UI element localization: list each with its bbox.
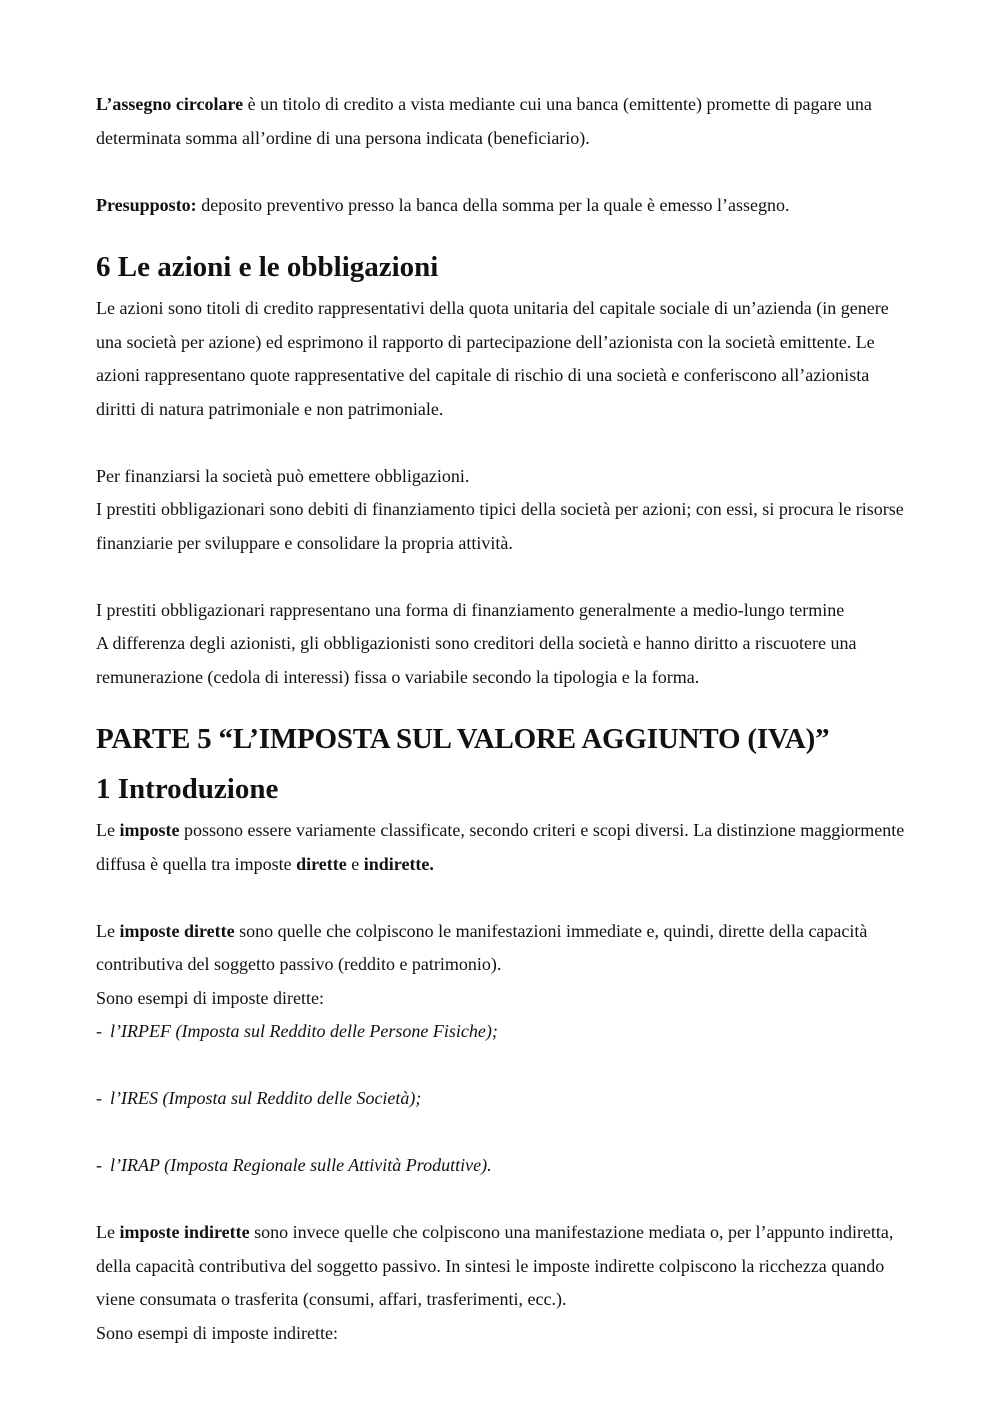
- paragraph-esempi-indirette: Sono esempi di imposte indirette:: [96, 1322, 338, 1343]
- paragraph-imposte-dirette: [96, 915, 906, 982]
- paragraph-prestiti: I prestiti obbligazionari sono debiti di finanziamento tipici della società per azioni; con essi, si procura le risorse finanziarie per sviluppare e consolidare la propria attività.: [96, 499, 904, 553]
- document-page: [96, 88, 906, 1350]
- paragraph-imposte: [96, 814, 906, 881]
- section-heading-azioni: 6 Le azioni e le obbligazioni: [96, 251, 439, 283]
- list-item: [96, 1149, 906, 1183]
- text: possono essere variamente classificate, secondo criteri e scopi diversi. La distinzione maggiormente diffusa è quella tra imposte: [96, 820, 905, 874]
- text: Le: [96, 820, 120, 840]
- paragraph-assegno-circolare: [96, 88, 906, 155]
- bold-term: L’assegno circolare: [96, 94, 244, 114]
- paragraph-finanziarsi: Per finanziarsi la società può emettere obbligazioni.: [96, 465, 470, 486]
- text: sono invece quelle che colpiscono una manifestazione mediata o, per l’appunto indiretta, della capacità contributiva del soggetto passivo. In sintesi le imposte indirette colpiscono la ricchezza quando viene consumata o trasferita (consumi, affari, trasferimenti, ecc.).: [96, 1222, 894, 1309]
- bold-term: imposte indirette: [119, 1222, 250, 1242]
- paragraph-prestiti-termine: I prestiti obbligazionari rappresentano una forma di finanziamento generalmente a medio-lungo termine: [96, 599, 845, 620]
- text: è un titolo di credito a vista mediante cui una banca (emittente) promette di pagare una determinata somma all’ordine di una persona indicata (beneficiario).: [96, 94, 872, 148]
- dash: -: [96, 1155, 102, 1175]
- text: deposito preventivo presso la banca della somma per la quale è emesso l’assegno.: [196, 194, 790, 215]
- list-item-text: l’IRPEF (Imposta sul Reddito delle Persone Fisiche);: [110, 1021, 498, 1041]
- paragraph-azioni: Le azioni sono titoli di credito rappresentativi della quota unitaria del capitale sociale di un’azienda (in genere una società per azione) ed esprimono il rapporto di partecipazione dell’azionista con la società emittente. Le azioni rappresentano quote rappresentative del capitale di rischio di una società e conferiscono all’azionista diritti di natura patrimoniale e non patrimoniale.: [96, 298, 889, 419]
- paragraph-imposte-indirette: [96, 1216, 906, 1317]
- bold-term: Presupposto:: [96, 194, 197, 215]
- dash: -: [96, 1021, 102, 1041]
- text: e: [346, 853, 364, 874]
- text: Le: [96, 1222, 120, 1242]
- text: sono quelle che colpiscono le manifestazioni immediate e, quindi, dirette della capacità contributiva del soggetto passivo (reddito e patrimonio).: [96, 920, 868, 974]
- bold-term: imposte dirette: [119, 920, 235, 941]
- list-item: [96, 1082, 906, 1116]
- bold-term: dirette: [296, 853, 347, 874]
- list-item: [96, 1015, 906, 1049]
- section-heading-introduzione: 1 Introduzione: [96, 773, 279, 805]
- bold-term: imposte: [119, 820, 180, 840]
- paragraph-esempi-dirette: Sono esempi di imposte dirette:: [96, 987, 324, 1008]
- paragraph-presupposto: [96, 189, 906, 223]
- list-item-text: l’IRAP (Imposta Regionale sulle Attività Produttive).: [110, 1155, 492, 1175]
- paragraph-obbligazionisti: A differenza degli azionisti, gli obbligazionisti sono creditori della società e hanno diritto a riscuotere una remunerazione (cedola di interessi) fissa o variabile secondo la tipologia e la forma.: [96, 633, 857, 687]
- dash: -: [96, 1088, 102, 1108]
- text: Le: [96, 920, 120, 941]
- list-item-text: l’IRES (Imposta sul Reddito delle Società);: [110, 1088, 422, 1108]
- part-heading: PARTE 5 “L’IMPOSTA SUL VALORE AGGIUNTO (IVA)”: [96, 723, 830, 755]
- bold-term: indirette.: [363, 853, 434, 874]
